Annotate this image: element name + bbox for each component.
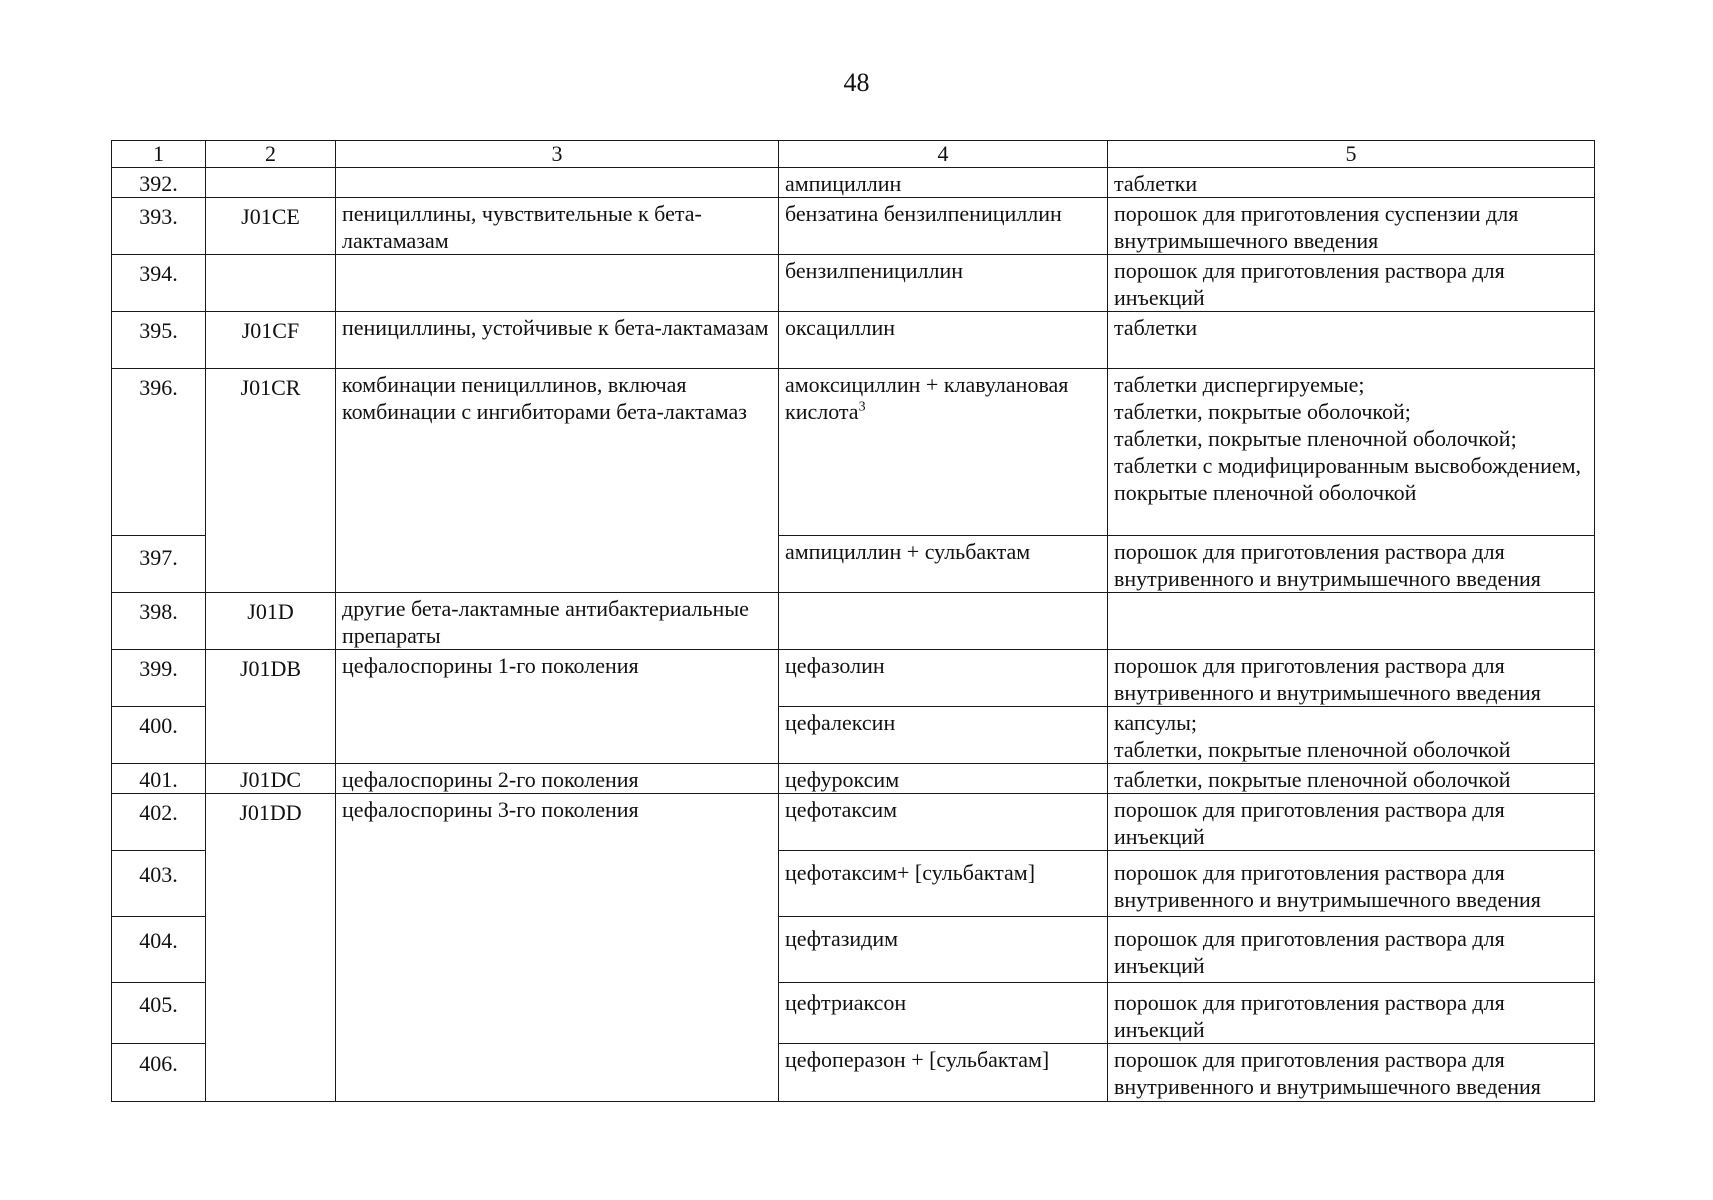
- form-line: порошок для приготовления раствора для внутривенного и внутримышечного введения: [1114, 539, 1541, 591]
- form-line: порошок для приготовления раствора для внутривенного и внутримышечного введения: [1114, 1047, 1541, 1099]
- group-cell: [336, 255, 779, 312]
- form-line: порошок для приготовления раствора для инъекций: [1114, 797, 1505, 849]
- atc-code: J01CR: [206, 369, 336, 593]
- row-number: 406.: [112, 1044, 206, 1102]
- row-number: 401.: [112, 764, 206, 794]
- form-line: капсулы;: [1114, 710, 1197, 735]
- drug-name: бензилпенициллин: [779, 255, 1108, 312]
- row-number: 399.: [112, 650, 206, 707]
- atc-code: J01CE: [206, 198, 336, 255]
- table-row: [112, 198, 1595, 255]
- group-name: комбинации пенициллинов, включая комбинации с ингибиторами бета-лактамаз: [336, 369, 779, 593]
- dosage-form: [1108, 312, 1595, 369]
- column-header: 5: [1108, 141, 1595, 168]
- drug-table: [111, 140, 1595, 1102]
- dosage-form: [1108, 983, 1595, 1044]
- form-line: порошок для приготовления раствора для инъекций: [1114, 926, 1505, 978]
- atc-code-cell: [206, 168, 336, 198]
- form-line: порошок для приготовления раствора для внутривенного и внутримышечного введения: [1114, 860, 1541, 912]
- group-name: пенициллины, чувствительные к бета-лактамазам: [336, 198, 779, 255]
- dosage-form: [1108, 650, 1595, 707]
- drug-name: амоксициллин + клавулановая кислота: [785, 372, 1069, 424]
- row-number: 403.: [112, 851, 206, 917]
- table-row: [112, 312, 1595, 369]
- atc-code: J01CF: [206, 312, 336, 369]
- group-name: цефалоспорины 2-го поколения: [336, 764, 779, 794]
- group-name: пенициллины, устойчивые к бета-лактамазам: [336, 312, 779, 369]
- drug-name: цефазолин: [779, 650, 1108, 707]
- drug-name-cell: [779, 369, 1108, 536]
- row-number: 404.: [112, 917, 206, 983]
- form-line: порошок для приготовления раствора для внутривенного и внутримышечного введения: [1114, 653, 1541, 705]
- row-number: 394.: [112, 255, 206, 312]
- form-line: таблетки: [1114, 171, 1198, 196]
- drug-name: цефалексин: [779, 707, 1108, 764]
- dosage-form: [1108, 1044, 1595, 1102]
- atc-code: J01DD: [206, 794, 336, 1102]
- group-name: цефалоспорины 3-го поколения: [336, 794, 779, 1102]
- dosage-form: [1108, 707, 1595, 764]
- row-number: 398.: [112, 593, 206, 650]
- form-line: порошок для приготовления раствора для инъекций: [1114, 258, 1505, 310]
- form-line: таблетки, покрытые пленочной оболочкой: [1114, 767, 1511, 792]
- column-header: 3: [336, 141, 779, 168]
- group-name: цефалоспорины 1-го поколения: [336, 650, 779, 764]
- drug-name: ампициллин: [779, 168, 1108, 198]
- atc-code: J01D: [206, 593, 336, 650]
- footnote-mark: 3: [858, 399, 866, 415]
- page-number: 48: [843, 68, 870, 97]
- row-number: 400.: [112, 707, 206, 764]
- row-number: 402.: [112, 794, 206, 851]
- row-number: 392.: [112, 168, 206, 198]
- table-row: [112, 593, 1595, 650]
- drug-name: цефтриаксон: [779, 983, 1108, 1044]
- drug-name: цефотаксим+ [сульбактам]: [779, 851, 1108, 917]
- table-row: [112, 168, 1595, 198]
- dosage-form: [1108, 255, 1595, 312]
- form-line: порошок для приготовления суспензии для внутримышечного введения: [1114, 201, 1519, 253]
- dosage-form: [1108, 764, 1595, 794]
- column-header: 4: [779, 141, 1108, 168]
- form-line: таблетки, покрытые оболочкой;: [1114, 399, 1411, 424]
- row-number: 395.: [112, 312, 206, 369]
- atc-code: J01DB: [206, 650, 336, 764]
- dosage-form: [1108, 198, 1595, 255]
- table-row: [112, 764, 1595, 794]
- dosage-form: [1108, 794, 1595, 851]
- row-number: 397.: [112, 536, 206, 593]
- dosage-form: [1108, 168, 1595, 198]
- drug-name: цефотаксим: [779, 794, 1108, 851]
- group-cell: [336, 168, 779, 198]
- atc-code-cell: [206, 255, 336, 312]
- dosage-form: [1108, 917, 1595, 983]
- header-row: [112, 141, 1595, 168]
- form-line: таблетки диспергируемые;: [1114, 372, 1365, 397]
- row-number: 396.: [112, 369, 206, 536]
- drug-name: оксациллин: [779, 312, 1108, 369]
- drug-name: цефуроксим: [779, 764, 1108, 794]
- drug-name: цефоперазон + [сульбактам]: [779, 1044, 1108, 1102]
- dosage-form: [1108, 536, 1595, 593]
- form-line: порошок для приготовления раствора для инъекций: [1114, 990, 1505, 1042]
- drug-name: [779, 593, 1108, 650]
- dosage-form: [1108, 593, 1595, 650]
- table-row: [112, 369, 1595, 536]
- form-line: таблетки, покрытые пленочной оболочкой: [1114, 737, 1511, 762]
- group-name: другие бета-лактамные антибактериальные препараты: [336, 593, 779, 650]
- form-line: таблетки: [1114, 315, 1198, 340]
- drug-name: ампициллин + сульбактам: [779, 536, 1108, 593]
- column-header: 2: [206, 141, 336, 168]
- table-row: [112, 794, 1595, 851]
- form-line: таблетки с модифицированным высвобождением, покрытые пленочной оболочкой: [1114, 453, 1582, 505]
- form-line: таблетки, покрытые пленочной оболочкой;: [1114, 426, 1517, 451]
- table-row: [112, 650, 1595, 707]
- atc-code: J01DC: [206, 764, 336, 794]
- dosage-form: [1108, 369, 1595, 536]
- column-header: 1: [112, 141, 206, 168]
- row-number: 405.: [112, 983, 206, 1044]
- drug-name: бензатина бензилпенициллин: [779, 198, 1108, 255]
- drug-name: цефтазидим: [779, 917, 1108, 983]
- row-number: 393.: [112, 198, 206, 255]
- dosage-form: [1108, 851, 1595, 917]
- table-row: [112, 255, 1595, 312]
